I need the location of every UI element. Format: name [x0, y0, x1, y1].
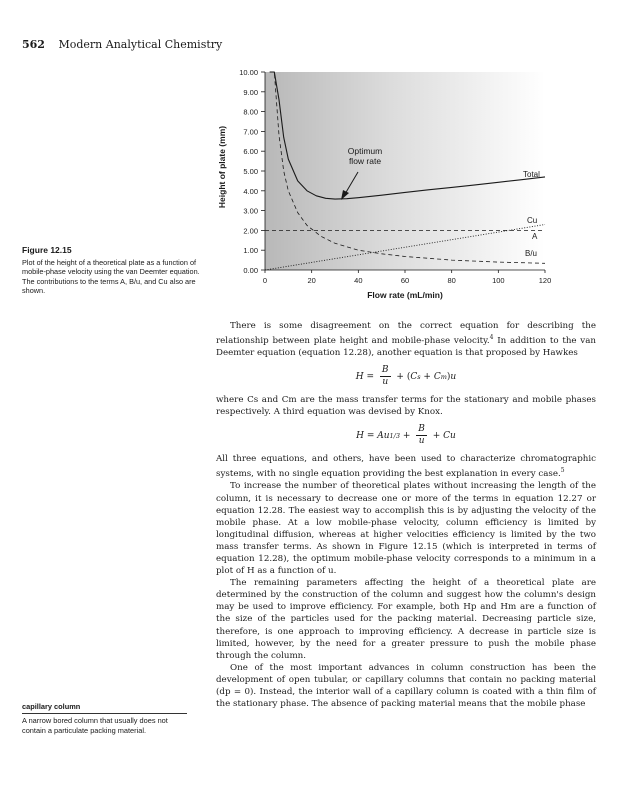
y-tick-label: 9.00 — [243, 87, 258, 97]
plot-background — [265, 72, 545, 270]
knox-equation: H = Au 1/3 + $\frac{B}{u}$ + Cu — [356, 424, 456, 447]
page-number: 562 — [22, 38, 45, 51]
paragraph — [216, 320, 596, 359]
paragraph-text: In addition to the van Deemter equation (equation 12.28), another equation is that proposed by Hawkes — [216, 335, 596, 359]
margin-glossary — [22, 702, 187, 736]
y-tick-label: 1.00 — [243, 246, 258, 256]
y-tick-label: 0.00 — [243, 266, 258, 275]
y-tick-label: 3.00 — [243, 206, 258, 216]
y-tick-label: 4.00 — [243, 186, 258, 196]
optimum-annotation: Optimum flow rate — [347, 146, 383, 166]
label-cu: Cu — [527, 216, 538, 225]
figure-label: Figure 12.15 — [22, 245, 72, 255]
label-total: Total — [523, 170, 540, 179]
paragraph — [216, 453, 596, 480]
x-tick-label: 80 — [447, 276, 456, 285]
figure-caption — [22, 246, 207, 296]
y-tick-label: 2.00 — [243, 226, 258, 236]
main-text — [216, 320, 596, 710]
paragraph: To increase the number of theoretical plates without increasing the length of the column, it is necessary to decrease one or more of the terms in equation 12.27 or equation 12.28. The easiest way to accomplish this is by adjusting the velocity of the mobile phase. At a low mobile-phase velocity, column efficiency is limited by longitudinal diffusion, whereas at higher velocities efficiency is limited by the two mass transfer terms. As shown in Figure 12.15 (which is interpreted in terms of equation 12.28), the optimum mobile-phase velocity corresponds to a minimum in a plot of H as a function of u. — [216, 481, 596, 577]
y-tick-label: 7.00 — [243, 127, 258, 137]
paragraph-text: All three equations, and others, have been used to characterize chromatographic systems, with no single equation providing the best explanation in every case. — [216, 454, 596, 480]
van-deemter-chart — [210, 62, 560, 310]
x-tick-label: 100 — [492, 276, 505, 285]
y-axis-label: Height of plate (mm) — [217, 125, 227, 209]
x-tick-label: 40 — [354, 276, 363, 285]
x-tick-label: 120 — [538, 276, 552, 285]
y-tick-label: 8.00 — [243, 107, 258, 117]
label-bu: B/u — [525, 249, 538, 258]
figure-caption-text: Plot of the height of a theoretical plate as a function of mobile-phase velocity using the van Deemter equation. The contributions to the terms A, B/u, and Cu also are shown. — [22, 257, 200, 296]
x-axis-label: Flow rate (mL/min) — [367, 290, 443, 300]
x-tick-label: 60 — [400, 276, 410, 285]
x-tick-label: 0 — [262, 276, 268, 285]
label-a: A — [532, 232, 538, 241]
book-title: Modern Analytical Chemistry — [58, 38, 223, 51]
y-tick-label: 5.00 — [243, 167, 258, 176]
paragraph-text: There is some disagreement on the correct equation for describing the relationship between plate height and mobile-phase velocity. — [216, 321, 596, 346]
paragraph: The remaining parameters affecting the height of a theoretical plate are determined by the construction of the column and suggest how the column's design may be used to improve efficiency. For example, both Hp and Hm are a function of the size of the particles used for the packing material. Decreasing particle size, therefore, is one approach to improving efficiency. A decrease in particle size is limited, however, by the need for a greater pressure to push the mobile phase through the column. — [216, 578, 596, 661]
hawkes-equation: H = $\frac{B}{u}$ + ( C s + C m ) u — [355, 365, 457, 388]
x-tick-label: 20 — [307, 276, 316, 285]
glossary-definition: A narrow bored column that usually does not contain a particulate packing material. — [22, 716, 168, 735]
footnote-ref: 4 — [489, 334, 494, 342]
glossary-term: capillary column — [22, 702, 187, 714]
footnote-ref: 5 — [560, 467, 565, 475]
y-tick-label: 6.00 — [243, 147, 258, 157]
running-head — [22, 38, 222, 51]
paragraph: One of the most important advances in column construction has been the development of open tubular, or capillary columns that contain no packing material (dp = 0). Instead, the interior wall of a capillary column is coated with a thin film of the stationary phase. The absence of packing material means that the mobile phase — [216, 662, 596, 710]
paragraph: where Cs and Cm are the mass transfer terms for the stationary and mobile phases respectively. A third equation was devised by Knox. — [216, 395, 596, 418]
y-tick-label: 10.00 — [239, 68, 258, 77]
